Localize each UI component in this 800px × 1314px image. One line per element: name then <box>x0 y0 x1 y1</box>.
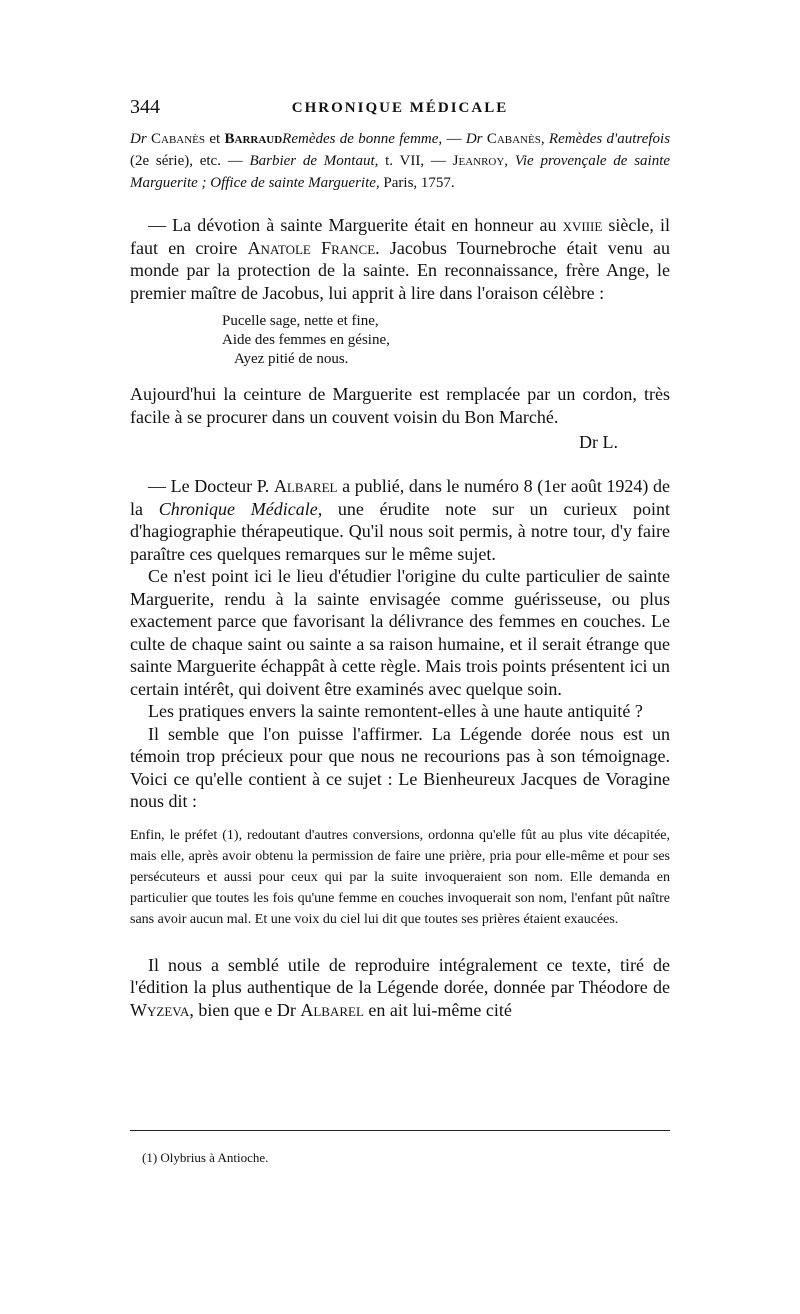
footnote: (1) Olybrius à Antioche. <box>142 1150 269 1165</box>
footnote-rule <box>130 1130 670 1131</box>
ref-sep: — <box>446 131 462 147</box>
signature: Dr L. <box>579 432 618 452</box>
page-number: 344 <box>130 96 160 118</box>
author-name: Albarel <box>300 999 364 1020</box>
paragraph-6: Il semble que l'on puisse l'affirmer. La Légende dorée nous est un témoin trop précieux pour que nous ne recourions pas à son témoignage. Voici ce qu'elle contient à ce sujet : Le Bienheureux Jacques de Voragine nous dit : <box>130 723 670 811</box>
paragraph-4: Ce n'est point ici le lieu d'étudier l'origine du culte particulier de sainte Marguerite, rendu à la sainte envisagée comme guérisseuse, ou plus exactement parce que favorisant la délivrance des femmes en couches. Le culte de chaque saint ou sainte a sa raison humaine, et il serait étrange que sainte Marguerite échappât à cette règle. Mais trois points présentent ici un certain intérêt, qui doivent être examinés avec quelque soin. <box>130 566 670 699</box>
poem <box>222 312 670 369</box>
ref-author: Barraud <box>224 131 283 147</box>
ref-and: et <box>209 131 221 147</box>
paragraph-7: Il nous a semblé utile de reproduire intégralement ce texte, tiré de l'édition la plus authentique de la Légende dorée, donnée par Théodore de Wyzeva, bien que e Dr Albarel en ait lui-même cité <box>130 954 670 1020</box>
block-quote: Enfin, le préfet (1), redoutant d'autres conversions, ordonna qu'elle fût au plus vite décapitée, mais elle, après avoir obtenu la permission de faire une prière, pria pour elle-même et pour ses persécuteurs et aussi pour ceux qui par la suite invoqueraient son nom. Elle demanda en particulier que toutes les fois qu'une femme en couches invoquerait son nom, l'enfant pût naître sans avoir aucun mal. Et une voix du ciel lui dit que toutes ses prières étaient exaucées. <box>130 827 670 927</box>
ref-title: Remèdes de bonne femme, <box>282 131 443 147</box>
ref-text: (2e série), etc. — <box>130 153 243 169</box>
journal-title: Chronique Médicale, <box>158 498 323 519</box>
author-name: Albarel <box>273 476 338 496</box>
page-header <box>130 96 670 124</box>
ref-text: t. VII, — <box>385 153 446 169</box>
ref-author: Cabanès <box>486 131 541 147</box>
author-name: Wyzeva, <box>130 999 194 1020</box>
poem-line: Aide des femmes en gésine, <box>222 332 390 348</box>
page <box>130 96 670 1021</box>
paragraph-1: — La dévotion à sainte Marguerite était en honneur au xviiie siècle, il faut en croire Anatole France. Jacobus Tournebroche était venu au monde par la protection de la sainte. En reconnaissance, frère Ange, le premier maître de Jacobus, lui apprit à lire dans l'oraison célèbre : <box>130 215 671 303</box>
poem-line: Pucelle sage, nette et fine, <box>222 313 379 329</box>
ref-title: Remèdes d'autrefois <box>548 131 671 147</box>
ref-dr: Dr <box>130 131 147 147</box>
paragraph-3: — Le Docteur P. Albarel a publié, dans le numéro 8 (1er août 1924) de la Chronique Médicale, une érudite note sur un curieux point d'hagiographie thérapeutique. Qu'il nous soit permis, à notre tour, d'y faire paraître ces quelques remarques sur le même sujet. <box>130 476 671 564</box>
references: Dr Cabanès et BarraudRemèdes de bonne femme, — Dr Cabanès, Remèdes d'autrefois (2e série), etc. — Barbier de Montaut, t. VII, — Jeanroy, Vie provençale de sainte Marguerite ; Office de sainte Marguerite, Paris, 1757. <box>130 131 671 191</box>
poem-line: Ayez pitié de nous. <box>234 351 349 367</box>
ref-author: Cabanès <box>151 131 206 147</box>
ref-title: Office de sainte Marguerite, <box>210 175 380 191</box>
ref-text: Paris, 1757. <box>383 175 455 191</box>
paragraph-5: Les pratiques envers la sainte remontent-elles à une haute antiquité ? <box>148 701 643 721</box>
ref-author: Jeanroy, <box>452 153 509 169</box>
running-title: CHRONIQUE MÉDICALE <box>291 100 509 116</box>
ref-title: Barbier de Montaut, <box>249 153 379 169</box>
ref-dr: Dr <box>465 131 483 147</box>
author-name: Anatole France <box>247 237 376 258</box>
paragraph-2: Aujourd'hui la ceinture de Marguerite est remplacée par un cordon, très facile à se procurer dans un couvent voisin du Bon Marché. <box>130 384 670 427</box>
ref-title: Vie provençale de sainte Marguerite ; <box>130 153 671 191</box>
